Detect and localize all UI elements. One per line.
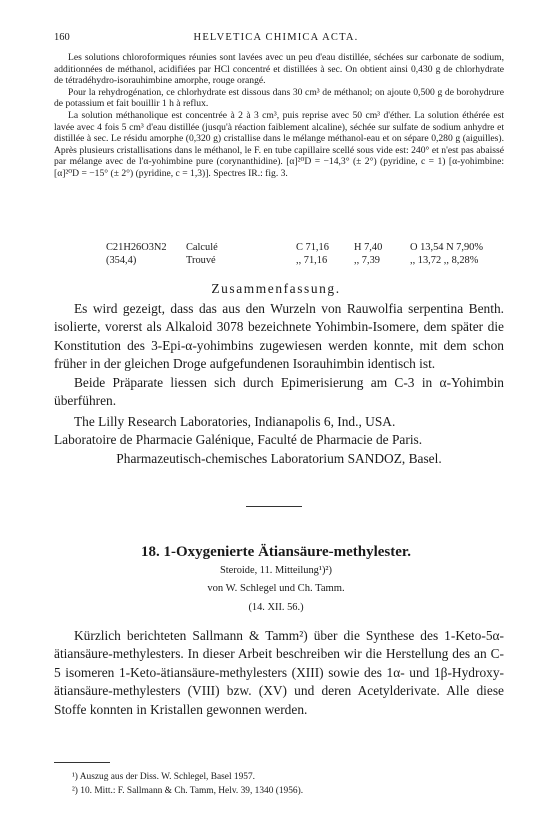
page-header — [54, 32, 498, 46]
affiliation-lilly: The Lilly Research Laboratories, Indianapolis 6, Ind., USA. — [74, 414, 396, 429]
analysis-row-found — [106, 254, 506, 267]
molecular-formula: C21H26O3N2 — [106, 242, 167, 253]
affiliation-sandoz: Pharmazeutisch-chemisches Laboratorium SANDOZ, Basel. — [116, 450, 442, 466]
running-title: HELVETICA CHIMICA ACTA. — [193, 32, 359, 43]
footnote-rule — [54, 762, 110, 763]
summary-paragraph-2: Beide Präparate liessen sich durch Epimerisierung am C-3 in α-Yohimbin überführen. — [54, 374, 504, 409]
experimental-paragraph-3: La solution méthanolique est concentrée à 2 à 3 cm³, puis reprise avec 50 cm³ d'éther. La solution éthérée est lavée avec 4 fois 5 cm³ d'eau distillée (jusqu'à réaction faiblement alcaline), séchée sur sulfate de sodium anhydre et distillée à sec. Le résidu amorphe (0,320 g) cristallise dans le mélange méthanol-eau et on sépare 0,280 g (aiguilles). Après plusieurs cristallisations dans le méthanol, le F. en tube capillaire scellé sous vide est: 240° et n'est pas abaissé par mélange avec de l'α-yohimbine pure (corynanthidine). [α]²⁰D = −14,3° (± 2°) (pyridine, c = 1) [α-yohimbine: [α]²⁰D = −15° (± 2°) (pyridine, c = 1,3)]. Spectres IR.: fig. 3. — [54, 109, 504, 179]
analysis-carbon: ,, 71,16 — [296, 255, 328, 266]
intro-paragraph: Kürzlich berichteten Sallmann & Tamm²) über die Synthese des 1-Keto-5α-ätiansäure-methylesters. In dieser Arbeit beschreiben wir die Herstellung des an C-5 isomeren 1-Keto-ätiansäure-methylesters (XIII) sowie des 1α- und 1β-Hydroxy-ätiansäure-methylesters (VIII) bzw. (XV) und deren Acetylderivate. Alle diese Stoffe konnten in Kristallen gewonnen werden. — [54, 628, 504, 717]
analysis-label: Trouvé — [186, 255, 216, 266]
article-authors: von W. Schlegel und Ch. Tamm. — [207, 583, 345, 594]
analysis-hydrogen: H 7,40 — [354, 242, 383, 253]
summary-heading: Zusammenfassung. — [211, 281, 341, 296]
analysis-carbon: C 71,16 — [296, 242, 329, 253]
summary-section — [54, 300, 504, 410]
summary-paragraph-1: Es wird gezeigt, dass das aus den Wurzeln von Rauwolfia serpentina Benth. isolierte, vorerst als Alkaloid 3078 bezeichnete Yohimbin-Isomere, dem später die Konstitution des 3-Epi-α-yohimbins zugewiesen werden konnte, mit dem schon früher in der gleichen Droge aufgefundenen Isorauhimbin identisch ist. — [54, 301, 504, 372]
section-divider — [246, 506, 302, 507]
article-title: 18. 1-Oxygenierte Ätiansäure-methylester. — [141, 544, 411, 560]
experimental-paragraph-1: Les solutions chloroformiques réunies sont lavées avec un peu d'eau distillée, séchées sur carbonate de sodium, additionnées de méthanol, acidifiées par HCl concentré et distillées à sec. On obtient ainsi 0,430 g de chlorhydrate de tétradéhydro-isorauhimbine amorphe, rouge orangé. — [54, 52, 504, 87]
footnote-1: ¹) Auszug aus der Diss. W. Schlegel, Basel 1957. — [72, 772, 255, 782]
molecular-weight: (354,4) — [106, 255, 137, 266]
analysis-label: Calculé — [186, 242, 218, 253]
analysis-rest: ,, 13,72 ,, 8,28% — [410, 255, 479, 266]
footnote-2: ²) 10. Mitt.: F. Sallmann & Ch. Tamm, Helv. 39, 1340 (1956). — [72, 786, 304, 796]
analysis-rest: O 13,54 N 7,90% — [410, 242, 484, 253]
elemental-analysis — [106, 241, 506, 267]
analysis-hydrogen: ,, 7,39 — [354, 255, 380, 266]
affiliations — [54, 413, 504, 468]
experimental-paragraph-2: Pour la rehydrogénation, ce chlorhydrate est dissous dans 30 cm³ de méthanol; on ajoute 0,500 g de borohydrure de potassium et fait bouillir 1 h à reflux. — [54, 86, 504, 110]
article-body — [54, 627, 504, 719]
affiliation-paris: Laboratoire de Pharmacie Galénique, Faculté de Pharmacie de Paris. — [54, 432, 423, 448]
footnotes — [72, 770, 502, 798]
page-number: 160 — [54, 32, 70, 43]
article-subtitle: Steroide, 11. Mitteilung¹)²) — [219, 565, 333, 576]
experimental-section — [54, 52, 504, 180]
analysis-row-calculated — [106, 241, 506, 254]
article-date: (14. XII. 56.) — [248, 602, 304, 613]
